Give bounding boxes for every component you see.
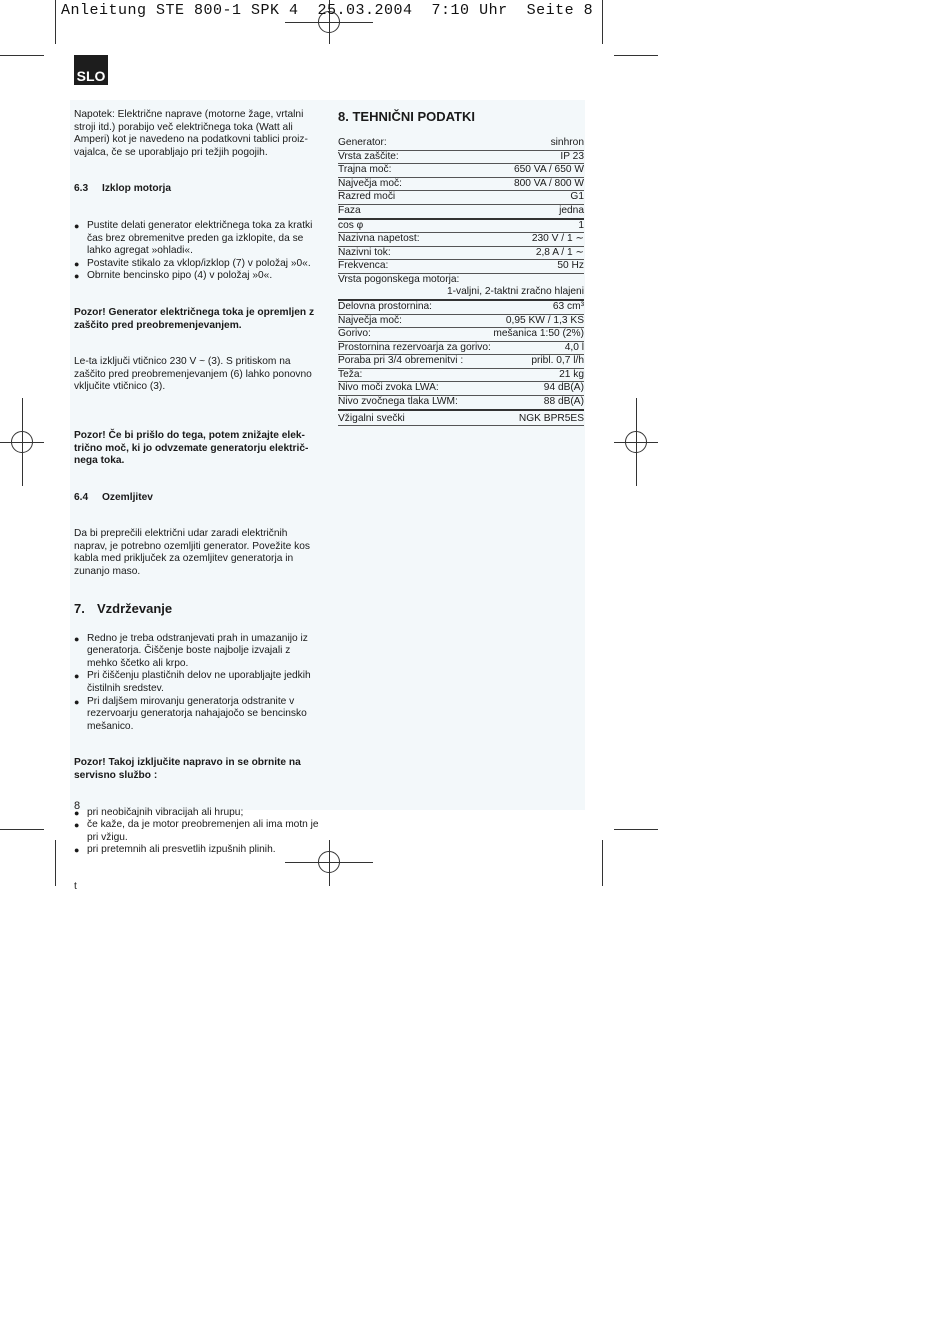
spec-value: 800 VA / 800 W (513, 177, 584, 189)
spec-value: 0,95 KW / 1,3 KS (505, 314, 584, 326)
spec-label: Nivo moči zvoka LWA: (338, 382, 439, 393)
spec-value: 63 cm³ (552, 301, 584, 312)
spec-label: Nazivni tok: (338, 246, 391, 258)
spec-row (338, 247, 584, 261)
list-item: ● Pri daljšem mirovanju generatorja odstranite v rezervoarju generatorja nahajajočo se bencinsko mešanico. (74, 696, 322, 734)
grounding-paragraph: Da bi preprečili električni udar zaradi električnih naprav, je potrebno ozemljiti generator. Povežite kos kabla med priključek za ozemljitev generatorja in zunanjo maso. (74, 528, 310, 578)
section-6-4-heading (74, 492, 322, 505)
spec-label: Trajna moč: (338, 164, 392, 175)
spec-value: G1 (570, 191, 584, 202)
spec-row (338, 137, 584, 151)
registration-mark (625, 431, 647, 453)
list-item: ● Obrnite bencinsko pipo (4) v položaj »0«. (74, 270, 322, 283)
spec-label: Največja moč: (338, 177, 402, 189)
spec-value: mešanica 1:50 (2%) (493, 328, 584, 339)
spec-value: sinhron (550, 137, 584, 148)
section-7-heading (74, 601, 322, 617)
crop-mark (55, 0, 56, 44)
left-column (74, 109, 322, 894)
spec-value: 21 kg (559, 368, 584, 380)
spec-value: 2,8 A / 1 ∼ (535, 246, 584, 258)
section-number: 6.4 (74, 491, 89, 503)
spec-row (338, 342, 584, 356)
list-item: ● Pustite delati generator električnega toka za kratki čas brez obremenitve preden ga izklopite, da se lahko agregat »ohladi«. (74, 220, 322, 258)
list-item: ● pri neobičajnih vibracijah ali hrupu; (74, 807, 322, 820)
spec-value: IP 23 (560, 150, 584, 162)
shutdown-list (74, 220, 322, 283)
page-number: 8 (74, 800, 81, 812)
warning-overload: Pozor! Generator električnega toka je opremljen z zaščito pred preobremenjevanjem. (74, 306, 315, 331)
spec-label: Razred moči (338, 191, 396, 202)
spec-value: 94 dB(A) (543, 382, 584, 393)
spec-row (338, 286, 584, 301)
spec-row (338, 260, 584, 274)
crop-mark (0, 55, 44, 56)
section-title: Vzdrževanje (97, 600, 173, 616)
spec-row (338, 328, 584, 342)
spec-row (338, 274, 584, 287)
spec-label: Vrsta pogonskega motorja: (338, 273, 460, 285)
spec-row (338, 233, 584, 247)
spec-value: 650 VA / 650 W (513, 164, 584, 175)
spec-value: 1 (578, 219, 584, 231)
spec-label: Generator: (338, 137, 387, 148)
spec-row (338, 396, 584, 411)
note-paragraph: Napotek: Električne naprave (motorne žage, vrtalni stroji itd.) porabijo več električnega toka (Watt ali Amperi) kot je navedeno na podatkovni tablici proiz-vajalca, če se uporabljajo pri težjih pogojih. (74, 109, 308, 158)
spec-label: Največja moč: (338, 314, 402, 326)
spec-row (338, 315, 584, 329)
spec-label: Teža: (338, 368, 363, 380)
section-title: Izklop motorja (102, 183, 172, 195)
service-list (74, 807, 322, 857)
crop-mark (614, 55, 658, 56)
right-column (338, 109, 584, 426)
spec-label: Vžigalni svečki (338, 412, 405, 424)
spec-label: Gorivo: (338, 328, 371, 339)
stray-character: t (74, 880, 77, 892)
list-item: ● Postavite stikalo za vklop/izklop (7) v položaj »0«. (74, 258, 322, 271)
list-item: ● Redno je treba odstranjevati prah in umazanijo iz generatorja. Čiščenje boste najbolje izvajali z mehko ščetko ali krpo. (74, 633, 322, 671)
section-6-3-heading (74, 183, 322, 196)
spec-row (338, 301, 584, 315)
crop-mark (0, 829, 44, 830)
spec-value: 230 V / 1 ∼ (531, 233, 584, 244)
warning-reduce-power: Pozor! Če bi prišlo do tega, potem znižajte elek-trično moč, ki jo odvzemate generatorju električ-nega toka. (74, 429, 309, 467)
section-title: Ozemljitev (102, 491, 153, 503)
spec-label: Vrsta zaščite: (338, 150, 399, 162)
print-header: Anleitung STE 800-1 SPK 4 25.03.2004 7:10 Uhr Seite 8 (61, 2, 594, 19)
list-item: ● Pri čiščenju plastičnih delov ne uporabljajte jedkih čistilnih sredstev. (74, 670, 322, 695)
spec-label: Poraba pri 3/4 obremenitvi : (338, 355, 464, 366)
spec-row (338, 205, 584, 220)
section-number: 7. (74, 600, 85, 616)
technical-data-table (338, 137, 584, 426)
maintenance-list (74, 633, 322, 734)
registration-mark (11, 431, 33, 453)
list-item: ● pri pretemnih ali presvetlih izpušnih plinih. (74, 844, 322, 857)
spec-value: 88 dB(A) (543, 395, 584, 407)
list-item: ● če kaže, da je motor preobremenjen ali ima motn je pri vžigu. (74, 819, 322, 844)
spec-value: pribl. 0,7 l/h (531, 355, 584, 366)
spec-value: 50 Hz (557, 260, 584, 271)
spec-label: Delovna prostornina: (338, 301, 433, 312)
language-badge: SLO (74, 55, 108, 85)
spec-row (338, 413, 584, 427)
spec-label: Frekvenca: (338, 260, 389, 271)
crop-mark (614, 829, 658, 830)
spec-value: jedna (559, 204, 584, 216)
spec-row (338, 191, 584, 205)
spec-row (338, 355, 584, 369)
crop-mark (602, 840, 603, 886)
technical-data-title: 8. TEHNIČNI PODATKI (338, 109, 475, 124)
spec-row (338, 151, 584, 165)
spec-row (338, 369, 584, 383)
warning-service: Pozor! Takoj izključite napravo in se obrnite na servisno službo : (74, 757, 301, 781)
spec-value: NGK BPR5ES (518, 412, 584, 424)
spec-label: Nazivna napetost: (338, 233, 420, 244)
spec-label: Nivo zvočnega tlaka LWM: (338, 395, 458, 407)
overload-paragraph: Le-ta izključi vtičnico 230 V ~ (3). S pritiskom na zaščito pred preobremenjevanjem (6) lahko ponovno vključite vtičnico (3). (74, 356, 312, 393)
spec-label: Prostornina rezervoarja za gorivo: (338, 341, 491, 353)
spec-label: Faza (338, 204, 361, 216)
spec-row (338, 382, 584, 396)
spec-row (338, 220, 584, 234)
spec-value: 1-valjni, 2-taktni zračno hlajeni (446, 286, 584, 297)
spec-row (338, 178, 584, 192)
spec-value: 4,0 l (564, 341, 584, 353)
spec-label: cos φ (338, 219, 364, 231)
spec-row (338, 164, 584, 178)
section-number: 6.3 (74, 183, 89, 195)
crop-mark (55, 840, 56, 886)
crop-mark (602, 0, 603, 44)
